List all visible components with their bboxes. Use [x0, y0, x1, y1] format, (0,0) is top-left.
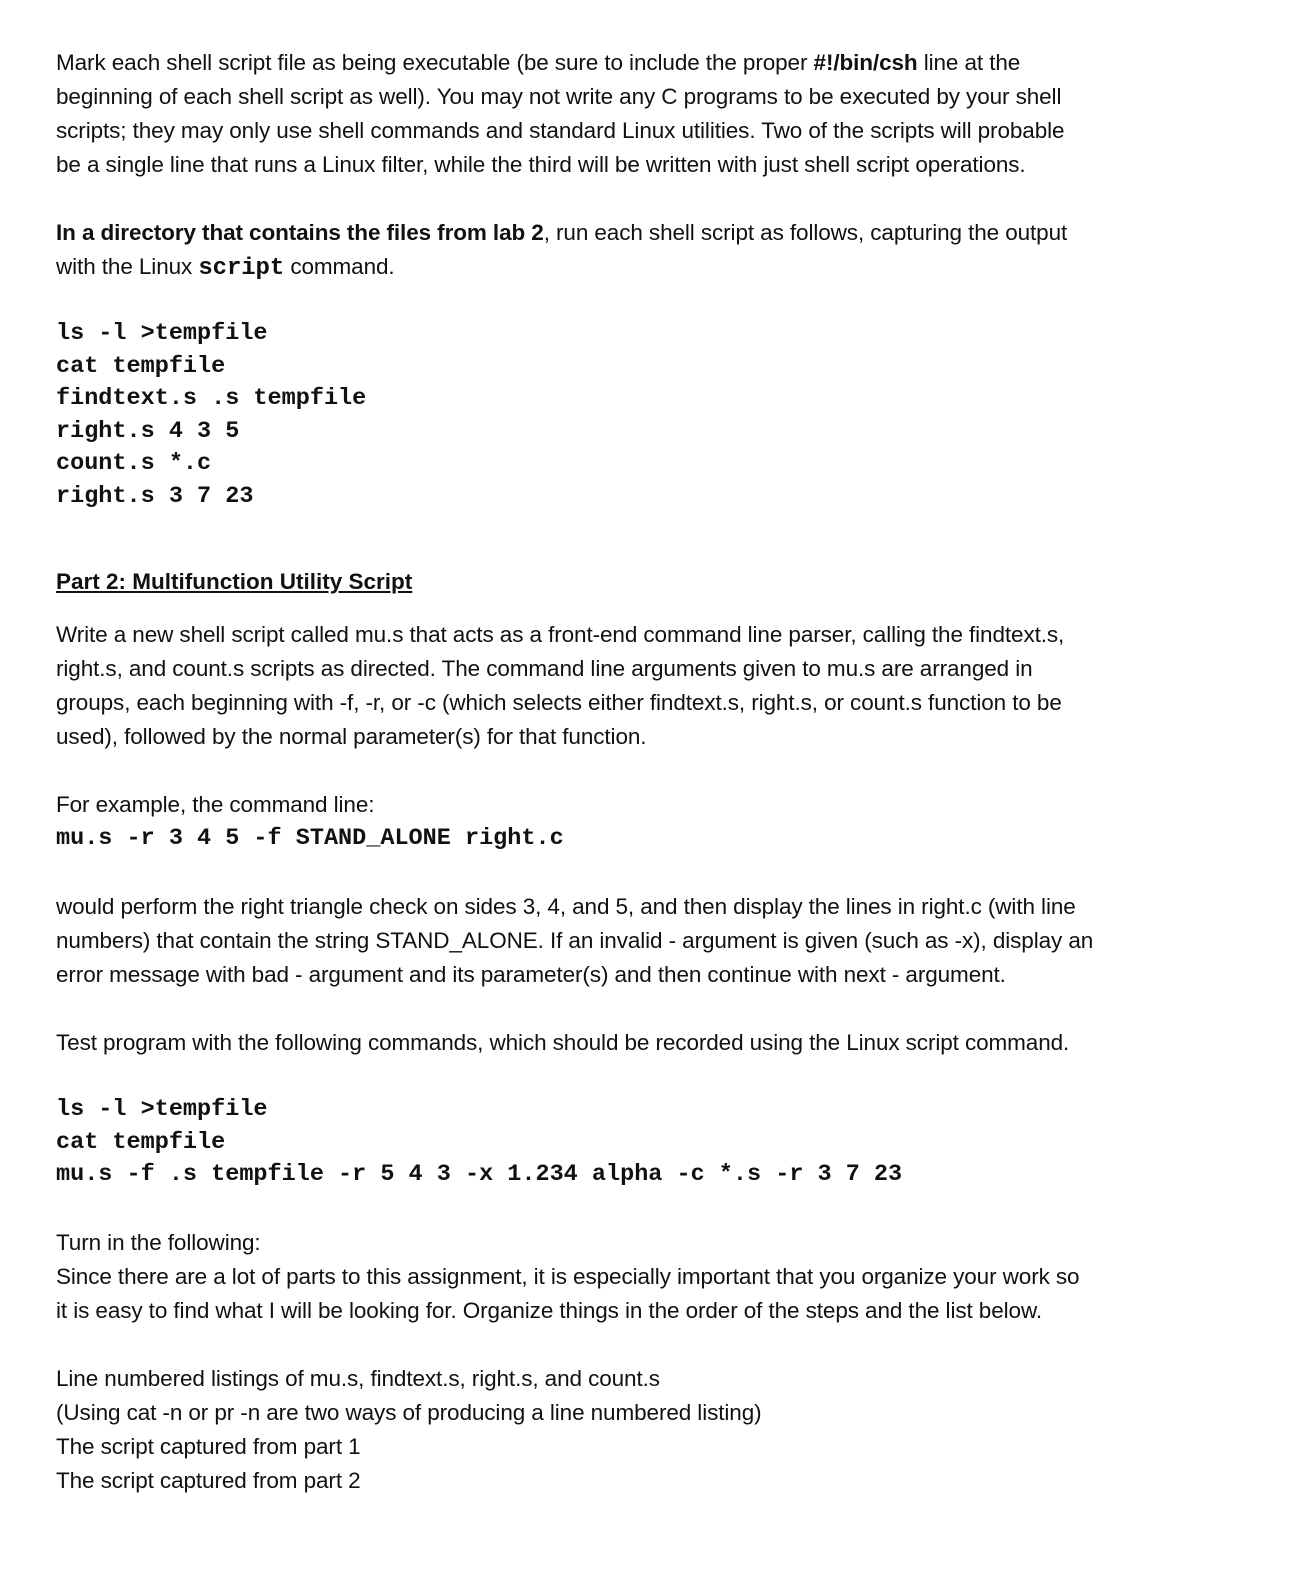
example-section [56, 788, 1216, 856]
part2-heading: Part 2: Multifunction Utility Script [56, 569, 413, 594]
run-line-1 [56, 216, 1216, 250]
part2-desc-line: right.s, and count.s scripts as directed. The command line arguments given to mu.s are arranged in [56, 656, 1033, 681]
part2-desc-line: groups, each beginning with -f, -r, or -c (which selects either findtext.s, right.s, or count.s function to be [56, 690, 1062, 715]
command-line: right.s 3 7 23 [56, 482, 254, 510]
explain-line: numbers) that contain the string STAND_ALONE. If an invalid - argument is given (such as -x), display an [56, 928, 1094, 953]
part2-command-block [56, 1094, 1216, 1192]
run-text: command. [284, 254, 395, 279]
intro-paragraph [56, 46, 1216, 182]
turnin-item: (Using cat -n or pr -n are two ways of producing a line numbered listing) [56, 1399, 762, 1425]
run-line-2 [56, 250, 1216, 284]
turnin-item: The script captured from part 2 [56, 1467, 361, 1493]
command-line: ls -l >tempfile [56, 1096, 268, 1123]
turnin-list [56, 1362, 1216, 1498]
intro-line-4: be a single line that runs a Linux filter, while the third will be written with just shell script operations. [56, 152, 1026, 177]
turnin-item: Line numbered listings of mu.s, findtext.s, right.s, and count.s [56, 1365, 660, 1391]
command-line: findtext.s .s tempfile [56, 385, 367, 412]
turnin-item: The script captured from part 1 [56, 1433, 361, 1459]
intro-text: line at the [917, 50, 1021, 75]
turnin-intro: Turn in the following: [56, 1229, 261, 1255]
intro-line-3: scripts; they may only use shell commands and standard Linux utilities. Two of the scripts will probable [56, 118, 1065, 143]
part2-desc-line: used), followed by the normal parameter(s) for that function. [56, 724, 647, 749]
run-bold-text: In a directory that contains the files from lab 2 [56, 220, 544, 245]
intro-text: Mark each shell script file as being executable (be sure to include the proper [56, 50, 814, 75]
script-command-text: script [198, 255, 285, 282]
part2-description [56, 618, 1216, 754]
explain-line: error message with bad - argument and its parameter(s) and then continue with next - argument. [56, 962, 1006, 987]
intro-line-2: beginning of each shell script as well). You may not write any C programs to be executed by your shell [56, 84, 1062, 109]
example-command: mu.s -r 3 4 5 -f STAND_ALONE right.c [56, 825, 564, 852]
test-intro: Test program with the following commands, which should be recorded using the Linux script command. [56, 1030, 1070, 1055]
command-line: right.s 4 3 5 [56, 417, 240, 445]
shebang-text: #!/bin/csh [813, 50, 918, 75]
turnin-section [56, 1226, 1216, 1328]
intro-line-1 [56, 46, 1216, 80]
turnin-desc-line: it is easy to find what I will be looking for. Organize things in the order of the steps and the list below. [56, 1297, 1043, 1323]
command-line: count.s *.c [56, 450, 212, 477]
command-line: cat tempfile [56, 1128, 226, 1156]
run-text: with the Linux [56, 254, 199, 279]
command-line: ls -l >tempfile [56, 320, 268, 347]
part1-command-block [56, 318, 1216, 513]
explanation-paragraph [56, 890, 1216, 992]
command-line: mu.s -f .s tempfile -r 5 4 3 -x 1.234 alpha -c *.s -r 3 7 23 [56, 1161, 903, 1188]
run-text: , run each shell script as follows, capturing the output [543, 220, 1068, 245]
part2-desc-line: Write a new shell script called mu.s that acts as a front-end command line parser, calling the findtext.s, [56, 622, 1065, 647]
command-line: cat tempfile [56, 352, 226, 380]
document-page [56, 46, 1216, 1498]
run-paragraph [56, 216, 1216, 284]
explain-line: would perform the right triangle check on sides 3, 4, and 5, and then display the lines in right.c (with line [56, 894, 1076, 919]
example-intro: For example, the command line: [56, 792, 375, 817]
turnin-desc-line: Since there are a lot of parts to this assignment, it is especially important that you organize your work so [56, 1263, 1080, 1289]
